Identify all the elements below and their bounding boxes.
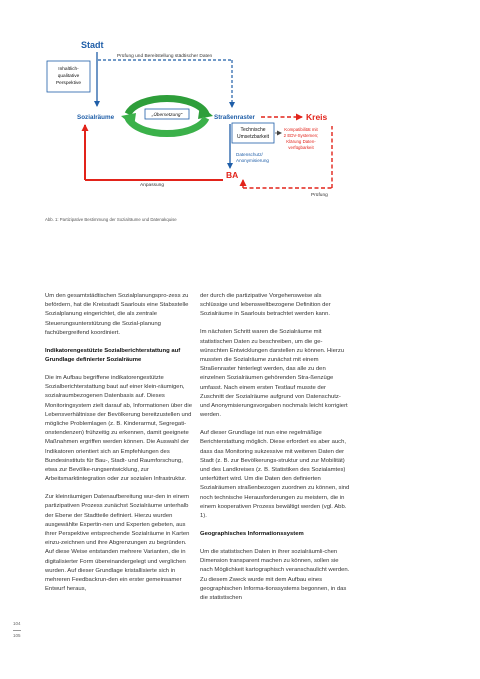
kompat-line-3: Klärung Daten-	[286, 139, 316, 144]
technische-box	[232, 123, 274, 143]
process-diagram	[0, 0, 480, 215]
datenschutz-line-1: Datenschutz/	[236, 152, 263, 157]
text-column-right	[200, 292, 350, 612]
page-number-divider	[13, 630, 21, 631]
stadt-label: Stadt	[81, 40, 104, 50]
paragraph: Die im Aufbau begriffene indikatorengestützte Sozialberichterstattung baut auf einer klein-räumigen, sozialraumbezogenen Datenbasis auf. Dieses Monitoringsystem zielt darauf ab, Informationen über die Lebensverhältnisse der Bevölkerung bereitzustellen und mögliche Problemlagen (z. B. Kinderarmut, Segregati-onstendenzen) frühzeitig zu erkennen, damit geeignete Maßnahmen ergriffen werden können. Die Auswahl der Indikatoren orientiert sich an Empfehlungen des Bundesinstituts für Bau-, Stadt- und Raumforschung, etwa zur Bevölke-rungsentwicklung, zur Arbeitsmarktintegration oder zur sozialen Infrastruktur.	[45, 375, 193, 483]
paragraph: Auf dieser Grundlage ist nun eine regelmäßige Berichterstattung möglich. Diese erfordert es aber auch, dass das Monitoring sukzessive mit weiteren Daten der Stadt (z. B. zur Bevölkerungs-struktur und zur Mobilität) und des Landkreises (z. B. Statistiken des Sozialamtes) unterfüttert wird. Um die Daten den definierten Sozialräumen straßenbezogen zuordnen zu können, sind noch technische Herausforderungen zu meistern, die in einem kooperativen Prozess bewältigt werden (vgl. Abb. 1).	[200, 430, 350, 520]
kompat-line-4: verfügbarkeit	[288, 145, 314, 150]
pruefung-bottom-label: Prüfung	[311, 193, 328, 198]
figure-caption: Abb. 1: Partizipative Bestimmung der Sozialräume und Datenakquise	[45, 217, 177, 222]
green-arrow-top-head	[198, 105, 213, 119]
page-number-bottom: 105	[13, 633, 21, 638]
technische-line-1: Technische	[240, 127, 266, 133]
page-number-top: 104	[13, 621, 21, 626]
qualitative-line-2: qualitative	[57, 74, 80, 79]
strassenraster-label: Straßenraster	[214, 114, 255, 121]
uebersetzung-label: „Übersetzung"	[151, 113, 183, 118]
paragraph: Zur kleinräumigen Datenaufbereitung wur-den in einem partizipativen Prozess zunächst Sozialräume unterhalb der Ebene der Stadtteile definiert. Hierzu wurden ausgewählte Expertin-nen und Experten gebeten, aus ihrer Perspektive entsprechende Sozialräume in Karten einzu-zeichnen und ihre Abgrenzungen zu begründen. Auf diese Weise entstanden mehrere Varianten, die in digitalisierter Form übereinandergelegt und verglichen wurden. Auf dieser Grundlage kristallisierte sich in mehreren Feedbackrun-den ein erster gemeinsamer Entwurf heraus,	[45, 494, 190, 593]
sozialraeume-label: Sozialräume	[77, 114, 115, 121]
section-heading: Geographisches Informationssystem	[200, 531, 304, 538]
paragraph: der durch die partizipative Vorgehensweise als schlüssige und lebensweltbezogene Definition der Sozialräume in Saarlouis betrachtet werden kann.	[200, 293, 331, 318]
kreis-label: Kreis	[306, 112, 328, 122]
green-arrow-bottom	[128, 118, 206, 134]
qualitative-line-1: Inhaltlich-	[58, 67, 79, 72]
ba-label: BA	[226, 170, 239, 180]
paragraph: Im nächsten Schritt waren die Sozialräume mit statistischen Daten zu beschreiben, um die ge-wünschten Entwicklungen darstellen zu können. Hierzu mussten die Sozialräume zunächst mit einem Straßenraster hinterlegt werden, das alle zu den einzelnen Sozialräumen gehörenden Stra-ßenzüge umfasst. Nach einem ersten Testlauf musste der Zuschnitt der Sozialräume aufgrund von Datenschutz- und Anonymisierungsvorgaben nochmals leicht korrigiert werden.	[200, 329, 348, 419]
paragraph: Um den gesamtstädtischen Sozialplanungspro-zess zu befördern, hat die Kreisstadt Saarlouis eine Stabsstelle Sozialplanung eingerichtet, die als zentrale Steuerungsunterstützung die Sozial-planung fachübergreifend koordiniert.	[45, 293, 189, 336]
text-column-left	[45, 292, 195, 603]
kompat-line-1: Kompatibilität mit	[284, 127, 318, 132]
paragraph: Um die statistischen Daten in ihrer sozialräumli-chen Dimension transparent machen zu können, sollen sie nach Möglichkeit kartographisch veranschaulicht werden. Zu diesem Zweck wurde mit dem Aufbau eines geographischen Informa-tionssystems begonnen, in das die statistischen	[200, 549, 350, 602]
section-heading: Indikatorengestützte Sozialberichterstattung auf Grundlage definierter Sozialräume	[45, 347, 181, 364]
kompat-line-2: 2 EDV-Systemen;	[283, 133, 319, 138]
green-arrow-bottom-head	[121, 113, 136, 127]
anpassung-label: Anpassung	[140, 183, 165, 188]
pruefung-top-label: Prüfung und Bereitstellung städtischer Daten	[117, 54, 213, 59]
qualitative-line-3: Perspektive	[55, 81, 82, 86]
datenschutz-line-2: Anonymisierung	[236, 158, 269, 163]
technische-line-2: Umsetzbarkeit	[237, 134, 269, 140]
